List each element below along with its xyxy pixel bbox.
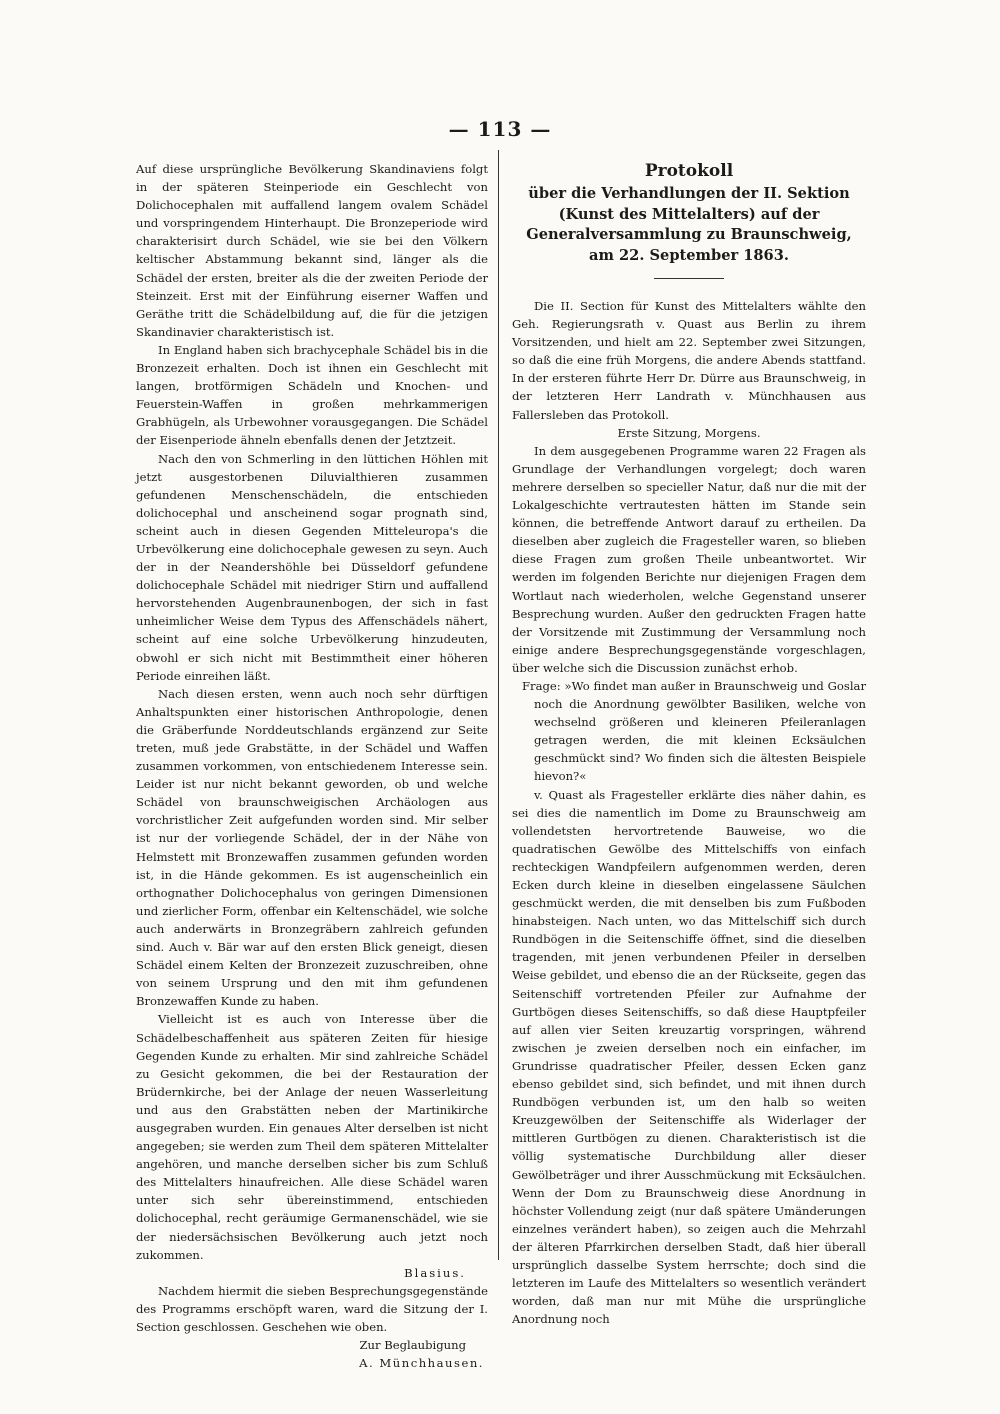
paragraph: Nach diesen ersten, wenn auch noch sehr dürftigen Anhaltspunkten einer historischen Anthropologie, denen die Gräberfunde Norddeutschlands ergänzend zur Seite treten, muß jede Grabstätte, in der Schädel und Waffen zusammen vorkommen, von entschiedenem Interesse sein. Leider ist nur nicht bekannt geworden, ob und welche Schädel von braunschweigischen Archäologen aus vorchristlicher Zeit aufgefunden worden sind. Mir selber ist nur der vorliegende Schädel, der in der Nähe von Helmstett mit Bronzewaffen zusammen gefunden worden ist, in die Hände gekommen. Es ist augenscheinlich ein orthognather Dolichocephalus von geringen Dimensionen und zierlicher Form, offenbar ein Keltenschädel, wie solche auch anderwärts in Bronzegräbern zahlreich gefunden sind. Auch v. Bär war auf den ersten Blick geneigt, diesen Schädel einem Kelten der Bronzezeit zuzuschreiben, ohne von seinem Ursprung und den mit ihm gefundenen Bronzewaffen Kunde zu haben. [136, 686, 488, 1009]
protocol-title: Protokoll [644, 161, 734, 181]
paragraph: Auf diese ursprüngliche Bevölkerung Skandinaviens folgt in der späteren Steinperiode ein Geschlecht von Dolichocephalen mit auffallend langem ovalem Schädel und vorspringendem Hinterhaupt. Die Bronzeperiode wird charakterisirt durch Schädel, wie sie bei den Völkern keltischer Abstammung bekannt sind, länger als die Schädel der ersten, breiter als die der zweiten Periode der Steinzeit. Erst mit der Einführung eiserner Waffen und Geräthe tritt die Schädelbildung auf, die für die jetzigen Skandinavier charakteristisch ist. [136, 162, 488, 339]
paragraph: v. Quast als Fragesteller erklärte dies näher dahin, es sei dies die namentlich im Dome zu Braunschweig am vollendetsten hervortretende Bauweise, wo die quadratischen Gewölbe des Mittelschiffs von einfach rechteckigen Wandpfeilern aufgenommen werden, deren Ecken durch kleine in dieselben eingelassene Säulchen geschmückt werden, die mit denselben bis zum Fußboden hinabsteigen. Nach unten, wo das Mittelschiff sich durch Rundbögen in die Seitenschiffe öffnet, sind die dieselben tragenden, mit jenen verbundenen Pfeiler in derselben Weise gebildet, und ebenso die an der Rückseite, gegen das Seitenschiff vortretenden Pfeiler zur Aufnahme der Gurtbögen dieses Seitenschiffs, so daß diese Hauptpfeiler auf allen vier Seiten kreuzartig vorspringen, während zwischen je zweien derselben noch ein einfacher, im Grundrisse quadratischer Pfeiler, dessen Ecken ganz ebenso gebildet sind, sich befindet, und mit ihnen durch Rundbögen verbunden ist, um den halb so weiten Kreuzgewölben der Seitenschiffe als Widerlager der mittleren Gurtbögen zu dienen. Charakteristisch ist die völlig systematische Durchbildung aller dieser Gewölbeträger und ihrer Ausschmückung mit Ecksäulchen. Wenn der Dom zu Braunschweig diese Anordnung in höchster Vollendung zeigt (nur daß spätere Umänderungen einzelnes verändert haben), so zeigen auch die Mehrzahl der älteren Pfarrkirchen derselben Stadt, daß hier überall ursprünglich dasselbe System herrschte; doch sind die letzteren im Laufe des Mittelalters so wesentlich verändert worden, daß man nur mit Mühe die ursprüngliche Anordnung noch [512, 787, 866, 1327]
paragraph: In dem ausgegebenen Programme waren 22 Fragen als Grundlage der Verhandlungen vorgelegt; doch waren mehrere derselben so specieller Natur, daß nur die mit der Lokalgeschichte vertrautesten hätten im Stande sein können, die betreffende Antwort darauf zu ertheilen. Da dieselben aber zugleich die Fragesteller waren, so blieben diese Fragen zum großen Theile unbeantwortet. Wir werden im folgenden Berichte nur diejenigen Fragen dem Wortlaut nach wiederholen, welche Gegenstand unserer Besprechung wurden. Außer den gedruckten Fragen hatte der Vorsitzende mit Zustimmung der Versammlung noch einige andere Besprechungsgegenstände vorgeschlagen, über welche sich die Discussion zunächst erhob. [512, 443, 866, 675]
attestation: Zur Beglaubigung [359, 1338, 466, 1353]
paragraph: Vielleicht ist es auch von Interesse über die Schädelbeschaffenheit aus späteren Zeiten für hiesige Gegenden Kunde zu erhalten. Mir sind zahlreiche Schädel zu Gesicht gekommen, die bei der Restauration der Brüdernkirche, bei der Anlage der neuen Wasserleitung und aus den Grabstätten neben der Martinikirche ausgegraben wurden. Ein genaues Alter derselben ist nicht angegeben; sie werden zum Theil dem späteren Mittelalter angehören, und manche derselben sicher bis zum Schluß des Mittelalters hinaufreichen. Alle diese Schädel waren unter sich sehr übereinstimmend, entschieden dolichocephal, recht geräumige Germanenschädel, wie sie der niedersächsischen Bevölkerung auch jetzt noch zukommen. [136, 1012, 488, 1262]
paragraph: Die II. Section für Kunst des Mittelalters wählte den Geh. Regierungsrath v. Quast aus Berlin zu ihrem Vorsitzenden, und hielt am 22. September zwei Sitzungen, so daß die eine früh Morgens, die andere Abends stattfand. In der ersteren führte Herr Dr. Dürre aus Braunschweig, in der letzteren Herr Landrath v. Münchhausen aus Fallersleben das Protokoll. [512, 299, 866, 422]
right-column [512, 160, 866, 1328]
closing-paragraph: Nachdem hiermit die sieben Besprechungsgegenstände des Programms erschöpft waren, ward die Sitzung der I. Section geschlossen. Geschehen wie oben. [136, 1283, 488, 1334]
session-heading: Erste Sitzung, Morgens. [617, 425, 761, 440]
page-number: — 113 — [448, 117, 552, 141]
separator-rule [654, 278, 724, 279]
column-divider [498, 150, 499, 1260]
paragraph: In England haben sich brachycephale Schädel bis in die Bronzezeit erhalten. Doch ist ihnen ein Geschlecht mit langen, brotförmigen Schädeln und Knochen- und Feuerstein-Waffen in großen mehrkammerigen Grabhügeln, als Urbewohner vorausgegangen. Die Schädel der Eisenperiode ähneln ebenfalls denen der Jetztzeit. [136, 342, 488, 448]
signature: Blasius. [404, 1265, 466, 1280]
attestation-name: A. Münchhausen. [359, 1356, 484, 1371]
protocol-subtitle: über die Verhandlungen der II. Sektion (Kunst des Mittelalters) auf der Generalversammlung zu Braunschweig, am 22. September 1863. [526, 185, 852, 264]
question-paragraph: Frage: »Wo findet man außer in Braunschweig und Goslar noch die Anordnung gewölbter Basiliken, welche von wechselnd größeren und kleineren Pfeileranlagen getragen werden, die mit kleinen Ecksäulchen geschmückt sind? Wo finden sich die ältesten Beispiele hievon?« [522, 678, 866, 784]
left-column [136, 160, 488, 1372]
paragraph: Nach den von Schmerling in den lüttichen Höhlen mit jetzt ausgestorbenen Diluvialthieren zusammen gefundenen Menschenschädeln, die entschieden dolichocephal und anscheinend sogar prognath sind, scheint auch in diesen Gegenden Mitteleuropa's die Urbevölkerung eine dolichocephale gewesen zu seyn. Auch der in der Neandershöhle bei Düsseldorf gefundene dolichocephale Schädel mit niedriger Stirn und auffallend hervorstehenden Augenbraunenbogen, der sich in fast unheimlicher Weise dem Typus des Affenschädels nähert, scheint auf eine solche Urbevölkerung hinzudeuten, obwohl er sich nicht mit Bestimmtheit einer höheren Periode einreihen läßt. [136, 451, 488, 683]
